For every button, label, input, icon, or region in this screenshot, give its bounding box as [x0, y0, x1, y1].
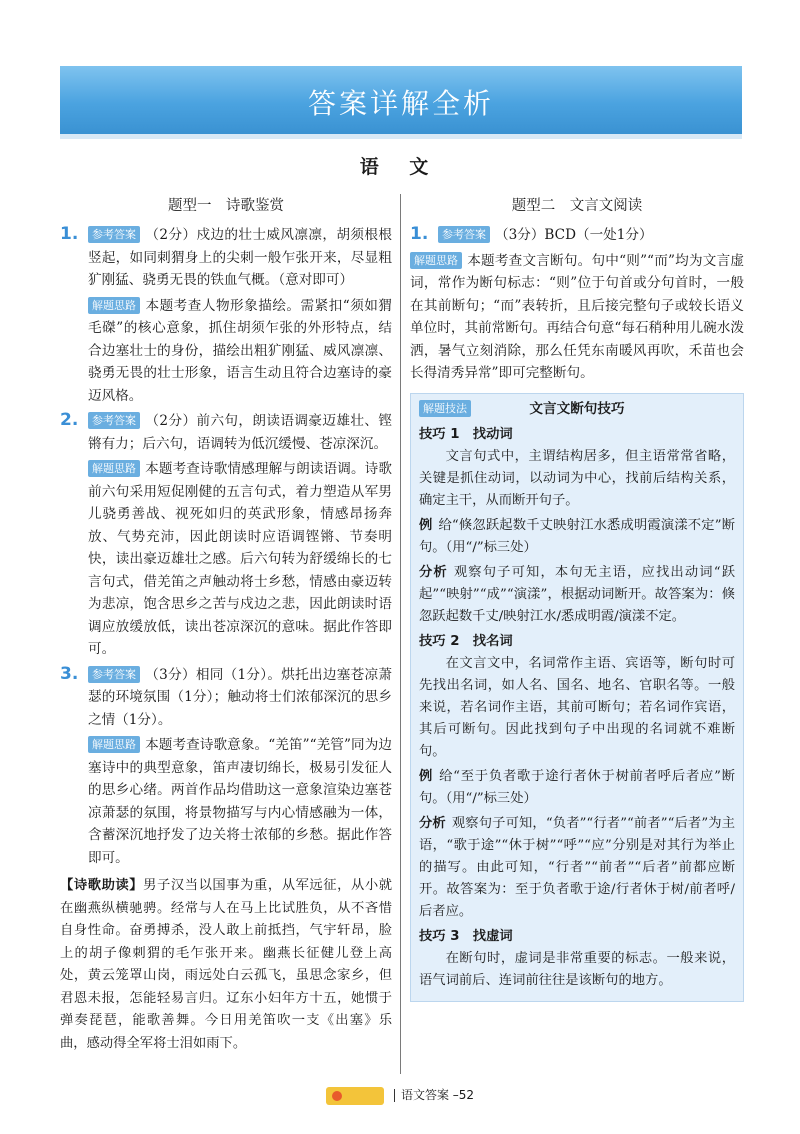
tip-text: 在文言文中，名词常作主语、宾语等，断句时可先找出名词，如人名、国名、地名、官职名等。一般来说，若名词作主语，其前可断句；若名词作宾语，其后可断句。因此找到句子中出现的名词就不难断句。: [419, 655, 735, 759]
tip-text: 文言句式中，主谓结构居多，但主语常常省略，关键是抓住动词，以动词为中心，找前后结构关系，确定主干，从而断开句子。: [419, 448, 735, 508]
tip-text: 在断句时，虚词是非常重要的标志。一般来说，语气词前后、连词前往往是该断句的地方。: [419, 950, 735, 988]
poem-reading-note: [60, 875, 392, 1055]
note-text: 男子汉当以国事为重，从军远征，从小就在幽燕纵横驰骋。经常与人在马上比试胜负，从不吝惜自身性命。奋勇搏杀，没人敢上前抵挡，气宇轩昂，脸上的胡子像刺猬的毛乍张开来。幽燕长征健儿登上高处，黄云笼罩山岗，雨远处白云孤飞，虽思念家乡，但君恩未报，怎能轻易言归。辽东小妇年方十五，她惯于弹奏琵琶，能歌善舞。今日用羌笛吹一支《出塞》乐曲，感动得全军将士泪如雨下。: [60, 878, 393, 1051]
tips-title: 文言文断句技巧: [529, 400, 625, 417]
answer-text: （3分）相同（1分）。烘托出边塞苍凉萧瑟的环境氛围（1分）；触动将士们浓郁深沉的思乡之情（1分）。: [88, 666, 392, 728]
question-number: 2.: [60, 410, 79, 430]
analysis-text: 本题考查人物形象描绘。需紧扣“须如猬毛磔”的核心意象，抓住胡须乍张的外形特点，结合边塞壮士的身份，描绘出粗犷刚猛、威风凛凛、骁勇无畏的壮士形象，语言生动且符合边塞诗的豪迈风格。: [88, 297, 392, 404]
tip-title: 技巧 2 找名词: [419, 633, 513, 649]
publisher-logo: [326, 1087, 384, 1105]
answer-text: （2分）前六句，朗读语调豪迈雄壮、铿锵有力；后六句，语调转为低沉缓慢、苍凉深沉。: [88, 413, 392, 452]
section-title-classical: 题型二 文言文阅读: [511, 198, 643, 214]
page-footer: [0, 1086, 800, 1105]
example-text: 给“倏忽跃起数千丈映射江水悉成明霞演漾不定”断句。（用“/”标三处）: [419, 517, 735, 555]
example-analysis: 观察句子可知，“负者”“行者”“前者”“后者”为主语，“歌于途”“休于树”“呼”“应”分别是对其行为举止的描写。由此可知，“行者”“前者”“后者”前都应断开。故答案为：至于负者歌于途/行者休于树/前者呼/后者应。: [419, 815, 735, 919]
tips-tag: 解题技法: [419, 400, 471, 417]
answer-tag: 参考答案: [88, 412, 140, 429]
answer-tag: 参考答案: [88, 666, 140, 683]
subject-heading: 语 文: [359, 156, 441, 178]
example-analysis: 观察句子可知，本句无主语，应找出动词“跃起”“映射”“成”“演漾”，根据动词断开。故答案为：倏忽跃起数千丈/映射江水/悉成明霞/演漾不定。: [419, 564, 735, 624]
analysis-tag: 解题思路: [88, 736, 140, 753]
question-item: [60, 410, 392, 661]
question-item: [60, 664, 392, 870]
note-title: 【诗歌助读】: [60, 878, 144, 893]
footer-separator: [394, 1089, 395, 1102]
example-label: 例: [419, 768, 434, 784]
tip-title: 技巧 1 找动词: [419, 426, 513, 442]
analysis-tag: 解题思路: [88, 297, 140, 314]
analysis-tag: 解题思路: [410, 252, 462, 269]
page-title: 答案详解全析: [307, 87, 494, 120]
tip-title: 技巧 3 找虚词: [419, 928, 513, 944]
tips-header: [419, 398, 735, 420]
analysis-label: 分析: [419, 564, 448, 580]
answer-text: （3分）BCD（一处1分）: [495, 227, 653, 243]
answer-tag: 参考答案: [438, 226, 490, 243]
question-number: 1.: [60, 224, 79, 244]
example-label: 例: [419, 517, 433, 533]
answer-tag: 参考答案: [88, 226, 140, 243]
title-banner: [60, 66, 742, 139]
analysis-tag: 解题思路: [88, 460, 140, 477]
answer-text: （2分）戍边的壮士威风凛凛，胡须根根竖起，如同刺猬身上的尖刺一般乍张开来，尽显粗犷刚猛、骁勇无畏的铁血气概。（意对即可）: [88, 227, 392, 288]
tips-box: [410, 393, 744, 1002]
question-number: 3.: [60, 663, 79, 684]
analysis-label: 分析: [419, 815, 446, 831]
footer-label: 语文答案 –52: [400, 1088, 475, 1102]
analysis-text: 本题考查诗歌情感理解与朗读语调。诗歌前六句采用短促刚健的五言句式，着力塑造从军男儿骁勇善战、视死如归的英武形象，情感昂扬奔放、气势充沛，因此朗读时应语调铿锵、节奏明快，读出豪迈雄壮之感。后六句转为舒缓绵长的七言句式，借羌笛之声触动将士乡愁，情感由豪迈转为悲凉，饱含思乡之苦与戍边之悲，因此朗读时语调应放缓放低，读出苍凉深沉的意味。据此作答即可。: [88, 461, 392, 657]
question-number: 1.: [410, 224, 429, 244]
analysis-text: 本题考查诗歌意象。“羌笛”“羌管”同为边塞诗中的典型意象，笛声凄切绵长，极易引发征人的思乡心绪。两首作品均借助这一意象渲染边塞苍凉萧瑟的氛围，将景物描写与内心情感融为一体，含蓄深沉地抒发了边关将士浓郁的乡愁。据此作答即可。: [88, 737, 392, 866]
question-item: [410, 224, 744, 385]
left-column: [60, 194, 392, 1055]
column-divider: [400, 194, 401, 1074]
question-item: [60, 224, 392, 407]
analysis-text: 本题考查文言断句。句中“则”“而”均为文言虚词，常作为断句标志：“则”位于句首或分句首时，一般在其前断句；“而”表转折，且后接完整句子或较长语义单位时，其前常断句。再结合句意“每石稍种用儿碗水泼洒，暑气立刻消除，那么任凭东南暖风再吹，禾苗也会长得清秀异常”即可完整断句。: [410, 252, 744, 381]
example-text: 给“至于负者歌于途行者休于树前者呼后者应”断句。（用“/”标三处）: [419, 768, 735, 806]
section-title-poetry: 题型一 诗歌鉴赏: [168, 198, 284, 214]
right-column: [410, 194, 744, 1002]
